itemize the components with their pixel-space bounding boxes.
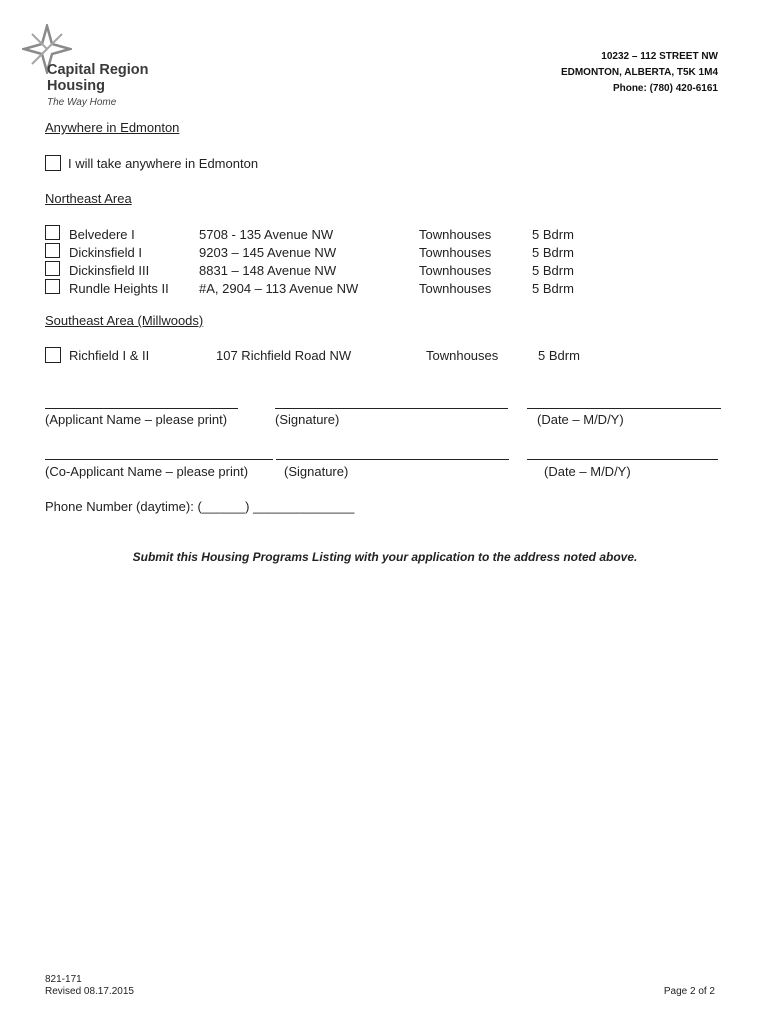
listing-address: 107 Richfield Road NW (216, 348, 352, 363)
section-heading-northeast: Northeast Area (45, 191, 132, 206)
listing-address: 9203 – 145 Avenue NW (199, 245, 337, 260)
listing-bedrooms: 5 Bdrm (532, 263, 574, 278)
address-block (561, 49, 718, 97)
listing-name: Rundle Heights II (69, 281, 169, 296)
listing-address: 8831 – 148 Avenue NW (199, 263, 337, 278)
phone-number-field[interactable]: Phone Number (daytime): (______) ______________ (45, 499, 355, 514)
listing-type: Townhouses (419, 281, 492, 296)
form-number: 821-171 (45, 974, 82, 985)
phone-number: Phone: (780) 420-6161 (612, 83, 718, 94)
logo-name (47, 62, 149, 94)
applicant-name-line[interactable] (45, 408, 238, 409)
capital-region-housing-logo (20, 24, 160, 114)
listing-type: Townhouses (419, 263, 492, 278)
page-indicator: Page 2 of 2 (663, 986, 715, 997)
co-applicant-date-line[interactable] (527, 459, 718, 460)
logo-tagline: The Way Home (47, 97, 117, 108)
listing-name: Dickinsfield III (69, 263, 150, 278)
listing-name: Richfield I & II (69, 348, 150, 363)
southeast-checkbox-richfield[interactable] (45, 347, 61, 363)
listing-bedrooms: 5 Bdrm (538, 348, 580, 363)
listing-type: Townhouses (426, 348, 499, 363)
co-applicant-name-line[interactable] (45, 459, 273, 460)
section-heading-anywhere: Anywhere in Edmonton (45, 120, 180, 135)
address-line2: EDMONTON, ALBERTA, T5K 1M4 (560, 67, 718, 78)
northeast-checkbox-dickinsfield-i[interactable] (45, 243, 60, 258)
listing-name: Belvedere I (69, 227, 135, 242)
listing-address: #A, 2904 – 113 Avenue NW (199, 281, 359, 296)
co-applicant-signature-line[interactable] (276, 459, 509, 460)
submit-instruction: Submit this Housing Programs Listing with your application to the address noted above. (132, 550, 638, 564)
co-applicant-signature-label: (Signature) (284, 464, 349, 479)
listing-name: Dickinsfield I (69, 245, 142, 260)
anywhere-checkbox[interactable] (45, 155, 61, 171)
northeast-checkbox-rundle-heights-ii[interactable] (45, 279, 60, 294)
anywhere-option-label: I will take anywhere in Edmonton (68, 156, 259, 171)
applicant-name-label: (Applicant Name – please print) (45, 412, 228, 427)
co-applicant-name-label: (Co-Applicant Name – please print) (45, 464, 249, 479)
listing-bedrooms: 5 Bdrm (532, 245, 574, 260)
section-heading-southeast: Southeast Area (Millwoods) (45, 313, 204, 328)
listing-bedrooms: 5 Bdrm (532, 227, 574, 242)
co-applicant-date-label: (Date – M/D/Y) (544, 464, 631, 479)
listing-type: Townhouses (419, 245, 492, 260)
listing-bedrooms: 5 Bdrm (532, 281, 574, 296)
applicant-date-label: (Date – M/D/Y) (537, 412, 624, 427)
listing-address: 5708 - 135 Avenue NW (199, 227, 334, 242)
applicant-date-line[interactable] (527, 408, 721, 409)
northeast-checkbox-dickinsfield-iii[interactable] (45, 261, 60, 276)
logo-name-line1: Capital Region (47, 62, 149, 78)
address-line1: 10232 – 112 STREET NW (601, 51, 718, 62)
listing-type: Townhouses (419, 227, 492, 242)
revision-date: Revised 08.17.2015 (45, 986, 134, 997)
northeast-checkbox-belvedere[interactable] (45, 225, 60, 240)
logo-name-line2: Housing (47, 78, 105, 94)
applicant-signature-label: (Signature) (275, 412, 340, 427)
applicant-signature-line[interactable] (275, 408, 508, 409)
